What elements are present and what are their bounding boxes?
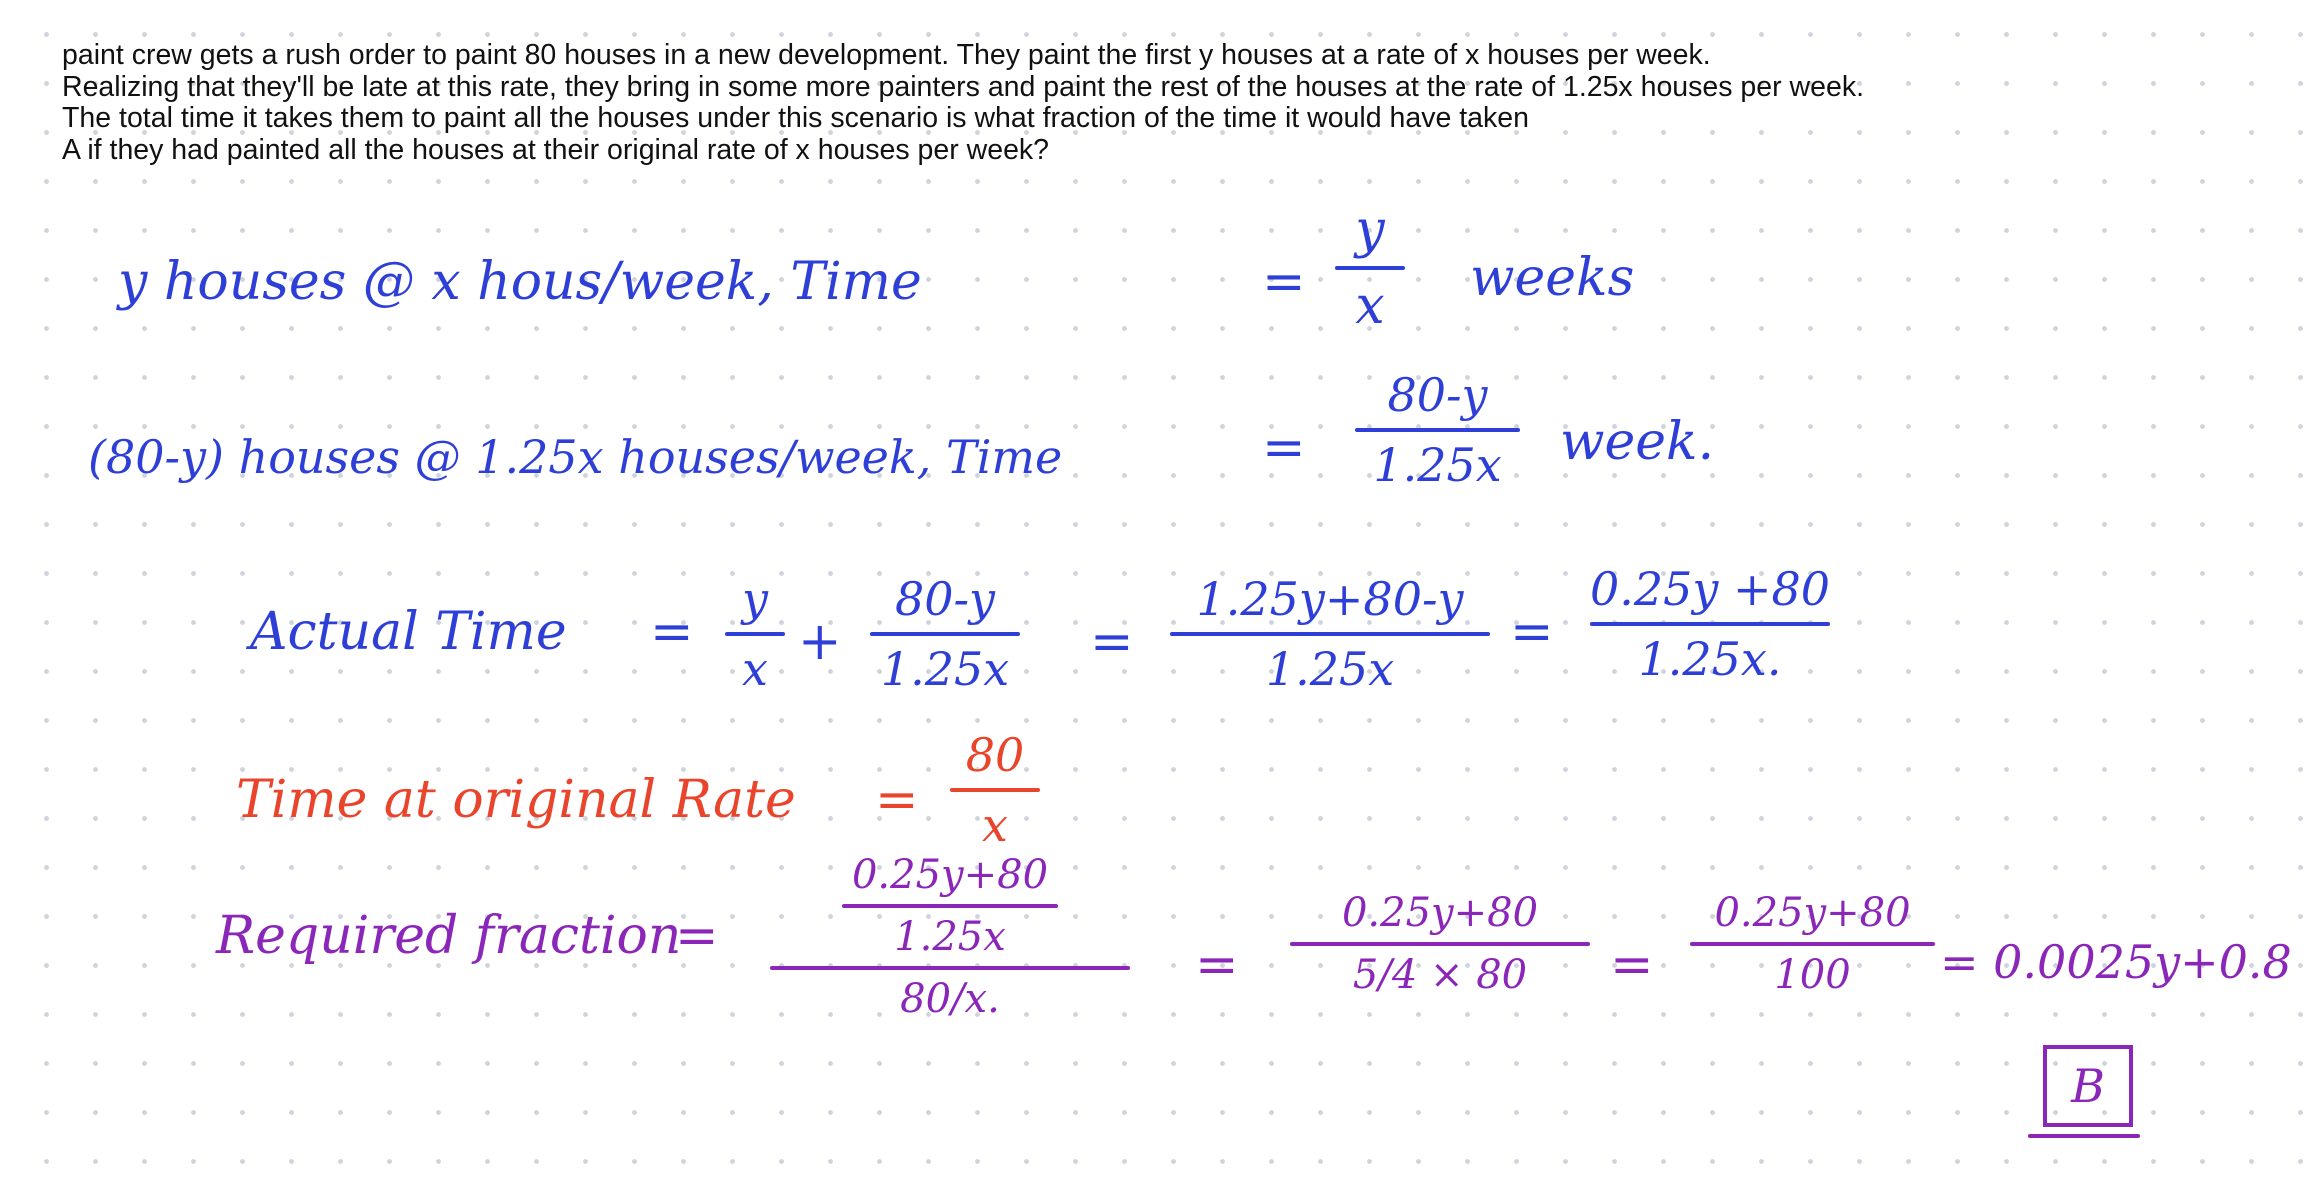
line1-label: y houses @ x hous/week, Time [118,252,922,312]
line4-equals: = [875,770,919,830]
line2-fraction [1355,368,1520,492]
line3-plus: + [798,612,842,672]
line2-equals: = [1262,418,1306,478]
answer-box [2043,1045,2133,1127]
fraction-denominator: x [982,798,1008,852]
line5-fraction-2 [1290,890,1590,998]
question-line: A if they had painted all the houses at their original rate of x houses per week? [62,133,1050,166]
line5-fraction-3 [1690,890,1935,998]
fraction-denominator: 100 [1774,952,1851,998]
fraction-numerator: 0.25y+80 [1714,890,1911,936]
fraction-bar [1290,942,1590,946]
fraction-numerator: 80-y [1387,368,1488,422]
line2-label: (80-y) houses @ 1.25x houses/week, Time [88,430,1063,484]
question-line: Realizing that they'll be late at this rate, they bring in some more painters and paint the rest of the houses at the rate of 1.25x houses per week. [62,70,1864,103]
line3-fraction-4 [1590,562,1830,686]
line1-equals: = [1262,252,1306,312]
fraction-bar [1590,622,1830,626]
line3-fraction-2 [870,572,1020,696]
line3-fraction-1 [725,572,785,696]
fraction-denominator: 5/4 × 80 [1352,952,1528,998]
answer-letter: B [2071,1059,2105,1113]
line5-equals: = [675,906,719,966]
fraction-bar [950,788,1040,792]
fraction-main-bar [770,966,1130,970]
fraction-numerator: 1.25y+80-y [1196,572,1464,626]
line3-equals-3: = [1510,602,1554,662]
fraction-denominator: 80/x. [900,976,1000,1022]
line5-compound-fraction [770,852,1130,1022]
fraction-numerator: y [1355,200,1385,260]
fraction-denominator: x [742,642,768,696]
fraction-bar [1335,266,1405,270]
fraction-denominator: 1.25x [880,642,1010,696]
line1-unit: weeks [1470,248,1635,308]
fraction-inner-bar [842,904,1058,908]
fraction-numerator: 0.25y +80 [1589,562,1831,616]
line5-equals-2: = [1195,935,1239,995]
fraction-numerator: 0.25y+80 [1341,890,1539,936]
answer-underline [2028,1134,2140,1138]
line3-label: Actual Time [250,602,567,662]
line5-result: = 0.0025y+0.8 [1940,935,2292,989]
fraction-numerator-top: 0.25y+80 [851,852,1049,898]
line4-fraction [950,728,1040,852]
line3-equals-2: = [1090,612,1134,672]
question-text [62,40,2262,166]
question-line: paint crew gets a rush order to paint 80 houses in a new development. They paint the first y houses at a rate of x houses per week. [62,39,1711,71]
fraction-denominator: x [1355,276,1385,336]
fraction-denominator: 1.25x [1265,642,1395,696]
line3-equals: = [650,602,694,662]
line3-fraction-3 [1170,572,1490,696]
line4-label: Time at original Rate [236,770,796,830]
fraction-bar [1690,942,1935,946]
fraction-bar [1355,428,1520,432]
fraction-bar [1170,632,1490,636]
fraction-denominator: 1.25x. [1638,632,1782,686]
line5-equals-3: = [1610,935,1654,995]
line5-label: Required fraction [216,906,682,966]
fraction-numerator: y [742,572,768,626]
question-line: The total time it takes them to paint all the houses under this scenario is what fraction of the time it would have taken [62,102,1529,134]
fraction-denominator: 1.25x [1373,438,1502,492]
fraction-numerator: 80-y [894,572,996,626]
line1-fraction [1335,200,1405,336]
fraction-numerator: 80 [965,728,1025,782]
fraction-bar [870,632,1020,636]
line2-unit: week. [1560,412,1715,472]
fraction-bar [725,632,785,636]
fraction-numerator-bottom: 1.25x [894,914,1006,960]
